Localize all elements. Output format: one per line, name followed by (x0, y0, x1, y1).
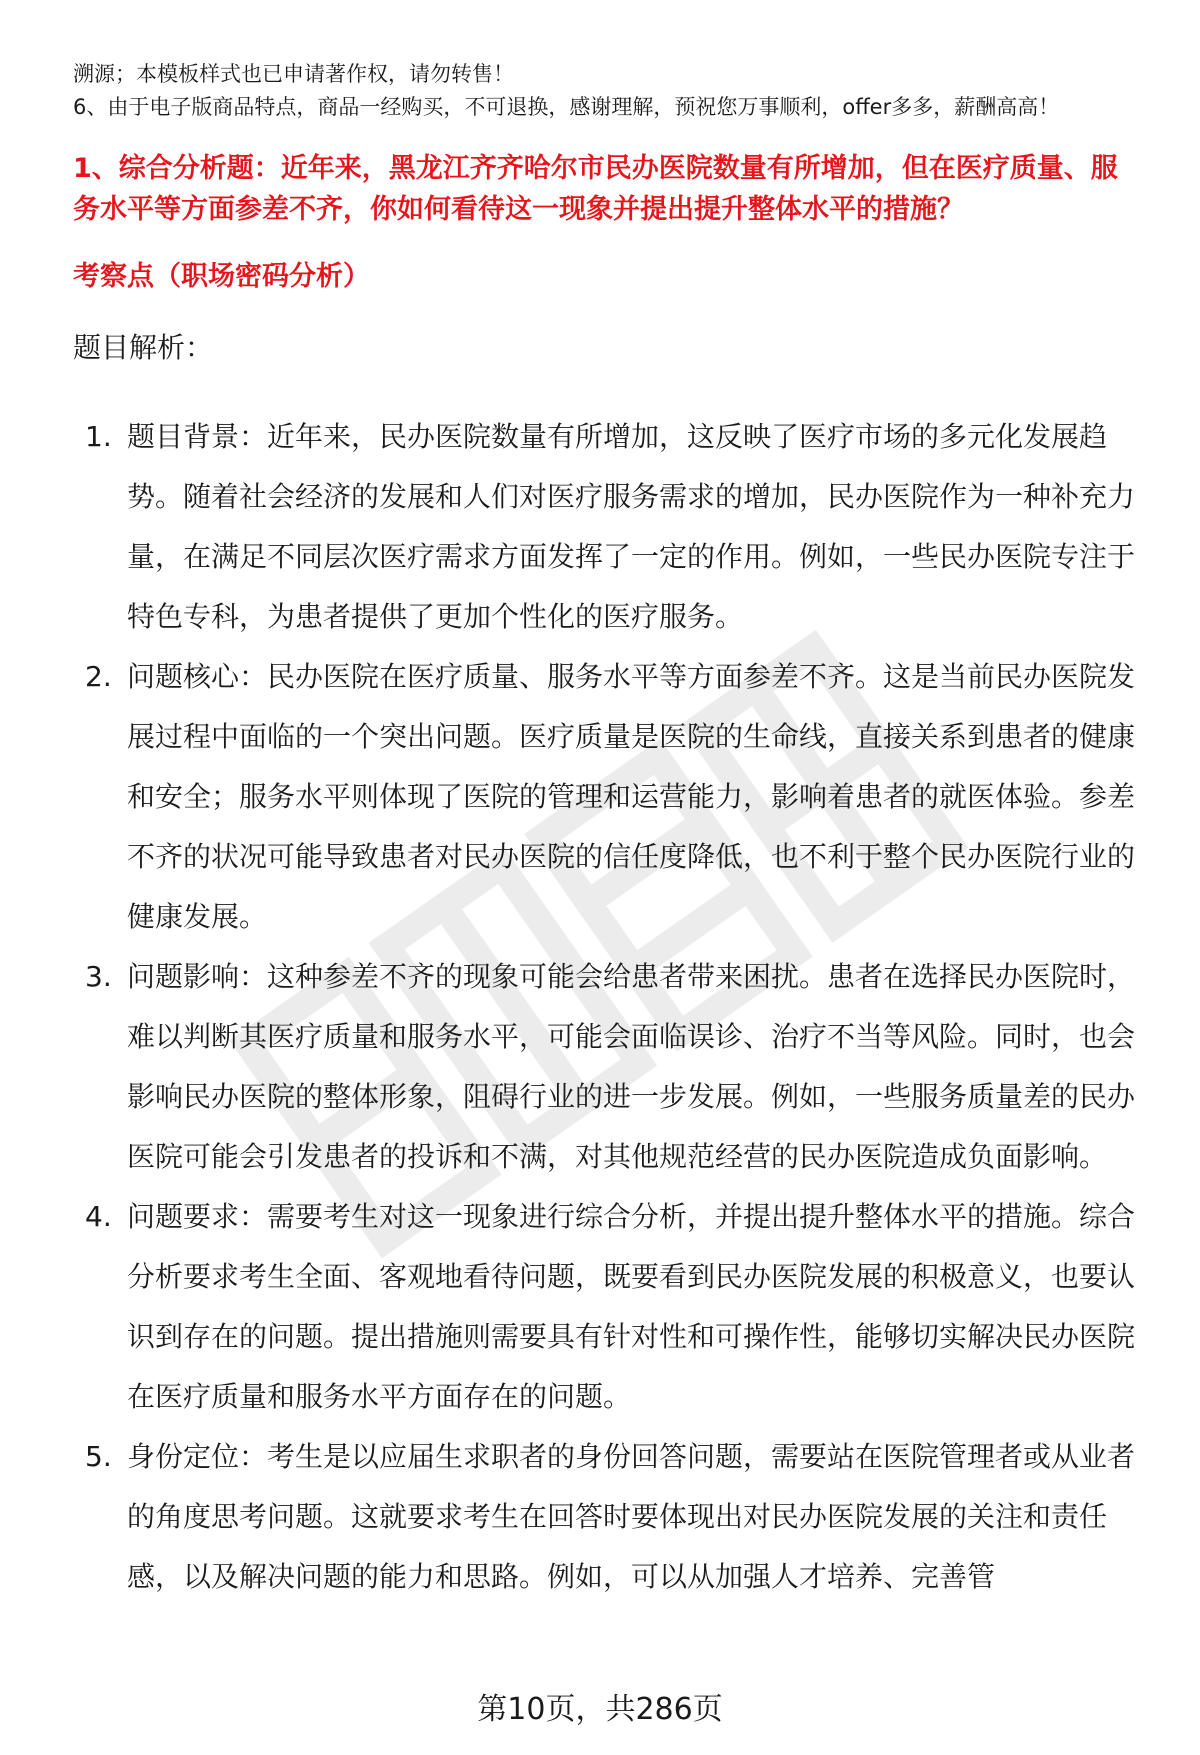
notice-line: 溯源；本模板样式也已申请著作权，请勿转售！ (73, 62, 514, 86)
list-item (73, 1187, 1143, 1427)
analysis-label: 题目解析： (73, 331, 214, 364)
list-item-number: 1. (85, 420, 112, 453)
notice-line: 6、由于电子版商品特点，商品一经购买，不可退换，感谢理解，预祝您万事顺利，offer多多，薪酬高高！ (73, 95, 1060, 119)
list-item (73, 407, 1143, 647)
list-item-number: 2. (85, 660, 112, 693)
list-item-number: 5. (85, 1440, 112, 1473)
list-item (73, 1427, 1143, 1607)
list-item-text: 题目背景：近年来，民办医院数量有所增加，这反映了医疗市场的多元化发展趋势。随着社会经济的发展和人们对医疗服务需求的增加，民办医院作为一种补充力量，在满足不同层次医疗需求方面发挥了一定的作用。例如，一些民办医院专注于特色专科，为患者提供了更加个性化的医疗服务。 (127, 420, 1136, 633)
list-item (73, 947, 1143, 1187)
page-number-footer: 第10页，共286页 (477, 1692, 723, 1727)
list-item-number: 3. (85, 960, 112, 993)
list-item-text: 问题影响：这种参差不齐的现象可能会给患者带来困扰。患者在选择民办医院时，难以判断其医疗质量和服务水平，可能会面临误诊、治疗不当等风险。同时，也会影响民办医院的整体形象，阻碍行业的进一步发展。例如，一些服务质量差的民办医院可能会引发患者的投诉和不满，对其他规范经营的民办医院造成负面影响。 (127, 960, 1136, 1173)
page-content (73, 58, 1143, 1607)
list-item-number: 4. (85, 1200, 112, 1233)
question-heading: 1、综合分析题：近年来，黑龙江齐齐哈尔市民办医院数量有所增加，但在医疗质量、服务水平等方面参差不齐，你如何看待这一现象并提出提升整体水平的措施？ (73, 153, 1118, 225)
list-item-text: 身份定位：考生是以应届生求职者的身份回答问题，需要站在医院管理者或从业者的角度思考问题。这就要求考生在回答时要体现出对民办医院发展的关注和责任感，以及解决问题的能力和思路。例如，可以从加强人才培养、完善管 (127, 1440, 1136, 1593)
examine-point-heading: 考察点（职场密码分析） (73, 261, 370, 292)
list-item (73, 647, 1143, 947)
analysis-list (73, 407, 1143, 1607)
list-item-text: 问题核心：民办医院在医疗质量、服务水平等方面参差不齐。这是当前民办医院发展过程中面临的一个突出问题。医疗质量是医院的生命线，直接关系到患者的健康和安全；服务水平则体现了医院的管理和运营能力，影响着患者的就医体验。参差不齐的状况可能导致患者对民办医院的信任度降低，也不利于整个民办医院行业的健康发展。 (127, 660, 1136, 933)
list-item-text: 问题要求：需要考生对这一现象进行综合分析，并提出提升整体水平的措施。综合分析要求考生全面、客观地看待问题，既要看到民办医院发展的积极意义，也要认识到存在的问题。提出措施则需要具有针对性和可操作性，能够切实解决民办医院在医疗质量和服务水平方面存在的问题。 (127, 1200, 1136, 1413)
